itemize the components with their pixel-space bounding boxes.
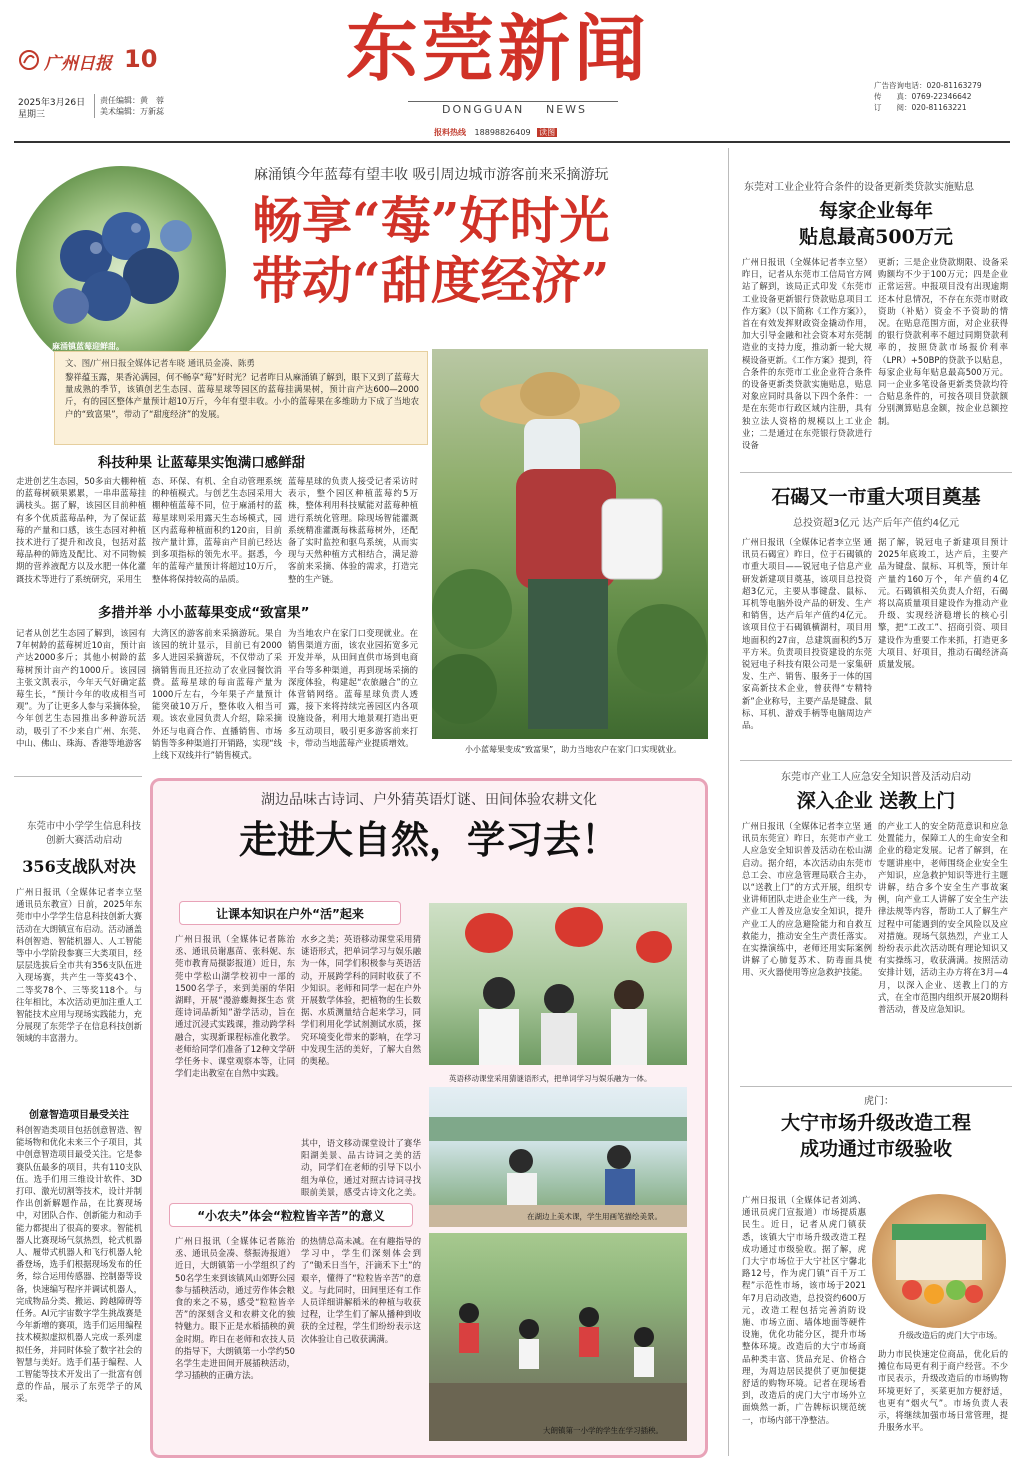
paper-logo-icon xyxy=(18,49,40,71)
rs1-body-b: 更新；三是企业贷款期限、设备采购额均不少于100万元；四是企业正常运营。申报项目没有出现逾期还本付息情况，不存在东莞市财政资助（补贴）资金不予资助的情况。在贴息范围方面，对企业获得的银行贷款利率不超过同期贷款利率的，按照贷款市场报价利率（LPR）+50BP的贷款予以贴息，每家企业每年贴息最高500万元。同一企业多笔设备更新类贷款均符合贴息条件的，可按各项目贷款额分别测算贴息金额，按企业总额控制。 xyxy=(878,257,1008,426)
picker-photo xyxy=(432,349,708,739)
market-photo xyxy=(872,1194,1006,1328)
rs4-body: 广州日报讯（全媒体记者刘鸿、通讯员虎门宣报道）市场提质惠民生。近日，记者从虎门镇获悉，该镇大宁市场升级改造工程成功通过市级验收。据了解，虎门大宁市场位于大宁社区宁馨北路12号，作为虎门镇“百千万工程”示范性市场，该市场于2021年7月启动改造，总投资约600万元，改造工程包括完善消防设施、市场立面、墙体地面等硬件设施，优化功能分区，提升市场整体环境。改造后的大宁市场商品种类丰富、货品充足、价格合理，为周边居民提供了更加便捷舒适的购物环境。记者在现场看到，改造后的虎门大宁市场外立面焕然一新，广告牌标识规范统一，市场内部干净整洁。 xyxy=(742,1195,866,1425)
rice-planting-photo xyxy=(429,1233,687,1441)
masthead-divider xyxy=(94,94,95,118)
lead-body-1c: 蓝莓星球的负责人接受记者采访时表示，整个园区种植蓝莓约5万株，整体利用科技赋能对蓝莓种植进行系统化管理。除现场智能灌溉系统精准灌溉每株蓝莓树外，还配备了实时监控和驱鸟系统，从而实现与天然种植方式相结合，满足游客前来采摘、体验的需求，打造完整的生产链。 xyxy=(288,476,418,584)
lake-art-photo xyxy=(429,1087,687,1227)
right-story-4 xyxy=(738,1090,1014,1458)
rs3-kicker: 东莞市产业工人应急安全知识普及活动启动 xyxy=(781,772,971,783)
hotline-label: 报料热线 xyxy=(434,128,466,137)
lead-intro: 黎祥蕴玉露，果香沁满园，何不畅享“莓”好时光？记者昨日从麻涌镇了解到，眼下又到了蓝莓大量成熟的季节，该镇创艺生态园、蓝莓星球等园区的蓝莓挂满果树，预计亩产达600—2000斤，有的园区整体产量预计超10万斤，今年有望丰收。小小的蓝莓果在多维助力下成了当地农户的“致富果”，带动了“甜度经济”的发展。 xyxy=(65,372,419,419)
rice-planting-icon xyxy=(429,1233,687,1441)
left-story xyxy=(14,784,144,1454)
rs1-body-a: 广州日报讯（全媒体记者李立坚）昨日，记者从东莞市工信局官方网站了解到，该局正式印发《东莞市工业设备更新银行贷款贴息项目工作方案》（以下简称《工作方案》），首在有效发挥财政资金撬动作用，加大引导金融和社会资本对东莞制造业的支持力度，推动新一轮大规模设备更新。《工作方案》提到，符合条件的东莞市工业企业符合条件的设备更新类贷款实施贴息，贴息对象应同时具备以下四个条件：一是在东莞市行政区域内注册，具有独立法人资格的规模以上工业企业；二是通过在东莞银行贷款进行设备 xyxy=(742,257,872,451)
edu-body-2b: 的热情总高未减。在有趣指导的学习中，学生们深刻体会到了“锄禾日当午，汗滴禾下土”的艰辛，懂得了“粒粒皆辛苦”的意义。与此同时，田间里还有工作人员详细讲解稻米的种植与收获过程，让学生们了解从播种到收获的全过程，学生们纷纷表示这次体验让自己收获满满。 xyxy=(301,1236,421,1344)
ls-kicker: 东莞市中小学学生信息科技创新大赛活动启动 xyxy=(26,821,141,846)
rs3-body-b: 的产业工人的安全防范意识和应急处置能力，保障工人的生命安全和企业的稳定发展。记者了解到，在专题讲座中，老师围绕企业安全生产知识，应急救护知识等进行主题讲解，结合多个安全生产事故案例，向产业工人讲解了安全生产法律法规等内容，帮助工人了解生产过程中可能遇到的安全风险以及应对措施。现场气氛热烈，产业工人纷纷表示此次活动既有理论知识又有实操练习，收获满满。按照活动安排计划，活动主办方将在3月—4月，以深入企业、送教上门的方式，在全市范围内组织开展20期科普活动，普及应急知识。 xyxy=(878,821,1008,1015)
rs4-headline-1: 大宁市场升级改造工程 xyxy=(780,1112,971,1134)
hotline-number: 18898826409 xyxy=(474,128,531,137)
right-divider-1 xyxy=(740,472,1012,473)
edu-subhead-1: 让课本知识在户外“活”起来 xyxy=(179,901,401,925)
lead-subhead-2: 多措并举 小小蓝莓果变成“致富果” xyxy=(98,605,310,621)
rs1-headline-1: 每家企业每年 xyxy=(818,200,933,222)
right-story-3 xyxy=(738,766,1014,1082)
paper-name: 广州日报 xyxy=(44,54,112,74)
subscribe: 订 阅：020-81163221 xyxy=(874,103,967,112)
edu-headline: 走进大自然，学习去！ xyxy=(238,817,619,862)
edu-body-1a: 广州日报讯（全媒体记者陈治丞、通讯员谢惠苗、张科妮、东莞市教育局摄影报道）近日，东莞中学松山湖学校初中一部的1500名学子，来到美丽的华阳湖畔，开展“漫游蝶舞探生态 赏莲诗词品新知”游学活动，旨在通过沉浸式实践课，推动跨学科融合，实现新课程标准化教学。老师给同学们准备了12种文学研学任务卡、课堂观察本等，让同学们走出教室在自然中实践。 xyxy=(175,934,295,1079)
lead-headline-1: 畅享“莓”好时光 xyxy=(252,191,610,250)
lead-byline: 文、图/广州日报全媒体记者车晓 通讯员金凑、陈勇 xyxy=(65,358,255,368)
paper-logo xyxy=(18,42,158,76)
lake-art-caption: 在湖边上美术课，学生用画笔描绘美景。 xyxy=(527,1212,662,1221)
pinyin-right: NEWS xyxy=(546,103,588,116)
rs2-body-b: 据了解，锐冠电子新建项目预计2025年底竣工，达产后，主要产品为键盘、鼠标、耳机等，预计年产量约160万个，年产值约4亿元。石碣镇相关负责人介绍，石碣将以高质量项目建设作为推动产业升级、实现经济稳增长的核心引擎，把“工改工”、招商引资、项目建设作为重要工作来抓，打造更多大项目、好项目，推动石碣经济高质量发展。 xyxy=(878,537,1008,670)
right-story-1 xyxy=(738,178,1014,468)
right-story-2 xyxy=(738,480,1014,756)
rs2-subhead: 总投资超3亿元 达产后年产值约4亿元 xyxy=(793,518,959,529)
edu-kicker: 湖边品味古诗词、户外猜英语灯谜、田间体验农耕文化 xyxy=(261,792,597,808)
rs4-body-b: 助力市民快速定位商品，优化后的摊位布局更有利于商户经营。不少市民表示，升级改造后的市场购物环境更好了，买菜更加方便舒适，也更有“烟火气”。市场负责人表示，将继续加强市场日常管理，提升服务水平。 xyxy=(878,1349,1008,1433)
edu-body-2a: 广州日报讯（全媒体记者陈治丞、通讯员金凑、蔡振涛报道）近日，大朗镇第一小学组织了约50名学生来到该镇风山郊野公园参与插秧活动，通过劳作体会粮食的来之不易，感受“粒粒皆辛苦”的深刻含义和农耕文化的独特魅力。眼下正是水稻插秧的黄金时期。昨日在老师和农技人员的指导下，大朗镇第一小学约50名学生走进田间开展插秧活动，学习插秧的正确方法。 xyxy=(175,1236,295,1381)
rice-planting-caption: 大朗镇第一小学的学生在学习插秧。 xyxy=(543,1426,663,1435)
blueberry-photo-caption: 麻涌镇蓝莓迎鲜甜。 xyxy=(52,342,124,351)
ls-body-2: 科创智造类项目包括创意智造、智能场物和优化未来三个子项目，其中创意智造项目最受关注。它是参赛队伍最多的项目，共有110支队伍。选手们用三维设计软件、3D打印、激光切割等技术，设计并制作出创新解题作品，在比赛现场中，对团队合作、创新能力和动手能力都提出了很高的要求。智能机器人比赛现场气氛热烈，轮式机器人、履带式机器人和飞行机器人轮番登场，选手们根据现场发布的任务，综合运用传感器、控制器等设备，快速编写程序并调试机器人，完成物品分类、搬运、跨越障碍等任务。AI元宇宙数字学生挑战赛是今年新增的赛项，选手们运用编程技术模拟虚拟机器人完成一系列虚拟任务，并同时体验了数字社会的智慧与美好。选手们基于编程、人工智能等技术开发出了一批富有创意的作品，展示了东莞学子的风采。 xyxy=(16,1125,142,1404)
lead-body-1b: 态、环保、有机、全自动管理系统的种植模式。与创艺生态园采用大棚种植蓝莓不同，位于麻涌村的蓝莓星球则采用露天生态场模式，园区内蓝莓种植面积约120亩，目前按产量计算，蓝莓亩产目前已经达到多项指标的领先水平。据悉，今年的蓝莓产量预计将超过10万斤，整体将保持较高的品质。 xyxy=(152,476,282,584)
rs4-kicker: 虎门： xyxy=(864,1096,894,1107)
rs1-headline-2: 贴息最高500万元 xyxy=(799,226,953,248)
rs1-kicker: 东莞对工业企业符合条件的设备更新类贷款实施贴息 xyxy=(744,182,974,193)
english-class-photo xyxy=(429,903,687,1065)
art-editor: 美术编辑：万新蕊 xyxy=(100,107,164,116)
edu-body-1c: 其中，语文移动课堂设计了赛华阳湖美景、品古诗词之美的活动，同学们在老师的引导下以小组为单位，通过对照古诗词寻找眼前美景，感受古诗文化之美。 xyxy=(301,1138,421,1197)
page-number: 10 xyxy=(124,45,158,73)
education-box xyxy=(150,778,708,1458)
issue-date: 2025年3月26日 xyxy=(18,98,86,108)
market-stall-icon xyxy=(872,1194,1006,1328)
masthead-rule xyxy=(14,141,1010,143)
issue-weekday: 星期三 xyxy=(18,110,46,120)
lead-body-1a: 走进创艺生态园，50多亩大棚种植的蓝莓树硕果累累，一串串蓝莓挂满枝头。据了解，该园区目前种植有多个优质蓝莓品种，为了保证蓝莓的产量和口感，该生态园对种植技术进行了提升和改良，包括对蓝莓品种的筛选及配比、对不同物候期的营养液配方以及水肥一体化灌溉技术等进行了系统研究，采用生 xyxy=(16,476,146,584)
edu-body-1b: 水乡之美；英语移动课堂采用猜谜语形式，把单词学习与娱乐融为一体，同学们积极参与英语活动，开展跨学科的同时收获了不少知识。老师和同学一起在户外开展数学体验，把植物的生长数据、水质测量结合起来学习，同学们利用化学试剂测试水质，探究环境变化带来的影响，在学习中发现生活的美好，了解大自然的奥秘。 xyxy=(301,934,421,1067)
rs3-body-a: 广州日报讯（全媒体记者李立坚 通讯员东莞宣）昨日，东莞市产业工人应急安全知识普及活动在松山湖启动。据介绍，本次活动由东莞市总工会、市应急管理局联合主办，以“送教上门”的方式开展，组织专业讲师团队走进企业生产一线，为产业工人普及应急安全知识，提升产业工人的应急避险能力和自救互救能力，推动安全生产责任落实。在实操演练中，老师还用实际案例讲解了心肺复苏术、防毒面具使用、灭火器使用等应急救护技能。 xyxy=(742,821,872,978)
lead-body-2c: 为当地农户在家门口变现就业。在销售渠道方面，该农业园拓宽多元开发并举，从田间直供市场到电商平台等多种渠道，再到现场采摘的深度体验，构建起“农旅融合”的立体营销网络。蓝莓星球负责人透露，接下来将持续完善园区内各项设施设备，利用大地景观打造出更多互动项目，吸引更多游客前来打卡，带动当地蓝莓产业提质增效。 xyxy=(288,628,418,748)
right-divider-3 xyxy=(740,1086,1012,1087)
rs4-headline-2: 成功通过市级验收 xyxy=(799,1138,952,1160)
right-column-rule xyxy=(728,148,729,1456)
fax: 传 真：0769-22346642 xyxy=(874,92,972,101)
ls-headline: 356支战队对决 xyxy=(22,857,136,876)
english-class-caption: 英语移动课堂采用猜谜语形式，把单词学习与娱乐融为一体。 xyxy=(449,1074,652,1083)
section-title: 东莞新闻 xyxy=(346,6,651,91)
lanterns-students-icon xyxy=(429,903,687,1065)
ls-body-1: 广州日报讯（全媒体记者李立坚 通讯员东教宣）日前，2025年东莞市中小学学生信息科技创新大赛活动在大朗镇宣布启动。活动涵盖科创智造、智能机器人、人工智能等中小学阶段参赛三大类项目，经层层选拔后全市共有356支队伍进入现场赛，共产生一等奖43个、二等奖78个、三等奖118个。与往年相比，本次活动更加注重人工智能技术应用与现场实践能力，充分展现了东莞学子在信息科技创新领域的丰富潜力。 xyxy=(16,887,142,1044)
rs3-headline: 深入企业 送教上门 xyxy=(796,790,956,812)
rs2-body-a: 广州日报讯（全媒体记者李立坚 通讯员石碣宣）昨日，位于石碣镇的市重大项目——锐冠电子信息产业研发新建项目奠基，该项目总投资超3亿元，主要从事键盘、鼠标、耳机等电脑外设产品的研发、生产和销售，达产后年产值约4亿元。该项目位于石碣镇横湖村，项目用地面积约27亩，总建筑面积约5万平方米。负责项目投资建设的东莞锐冠电子科技有限公司是一家集研发、生产、销售、服务于一体的国家高新技术企业，曾获得“专精特新”企业称号，主要产品是键盘、鼠标、耳机、游戏手柄等电脑周边产品。 xyxy=(742,537,872,731)
market-photo-caption: 升级改造后的虎门大宁市场。 xyxy=(898,1331,1002,1340)
lead-subhead-1: 科技种果 让蓝莓果实饱满口感鲜甜 xyxy=(98,455,306,471)
lead-body-2a: 记者从创艺生态园了解到，该园有7年树龄的蓝莓树近10亩，预计亩产达2000多斤；其他小树龄的蓝莓树预计亩产约1000斤。该园园主张文凯表示，今年天气好确定蓝莓生长，“预计今年的收成相当可观”。为了让更多人参与采摘体验，今年创艺生态园推出多种游玩活动，吸引了不少来自广州、东莞、中山、佛山、珠海、香港等地游客 xyxy=(16,628,146,748)
farmer-figure-icon xyxy=(432,349,708,739)
picker-photo-caption: 小小蓝莓果变成“致富果”，助力当地农户在家门口实现就业。 xyxy=(465,745,682,754)
ad-phone: 广告咨询电话：020-81163279 xyxy=(874,81,982,90)
ls-subhead: 创意智造项目最受关注 xyxy=(29,1110,129,1121)
rs2-headline: 石碣又一市重大项目奠基 xyxy=(771,486,981,508)
editor: 责任编辑：黄 蓉 xyxy=(100,96,164,105)
blueberry-photo xyxy=(16,166,226,376)
pinyin-bar xyxy=(408,95,618,121)
lead-headline-2: 带动“甜度经济” xyxy=(252,251,610,310)
lead-body-2b: 大湾区的游客前来采摘游玩。果自该园的统计显示，目前已有2000多人进园采摘游玩，不仅带动了采摘销售而且还拉动了农业园餐饮消费。蓝莓星球的每亩蓝莓产量为1000斤左右，今年果子产量预计能突破10万斤，整体收入相当可观。该农业园负责人介绍，除采摘外还与电商合作、直播销售、市场销售等多种渠道打开销路，实现“线上线下双线并行”销售模式。 xyxy=(152,628,282,761)
masthead xyxy=(0,0,1024,135)
left-column-top-rule xyxy=(14,776,142,777)
hotline-bar xyxy=(434,127,557,139)
lead-intro-box xyxy=(54,351,428,445)
students-lakeside-icon xyxy=(429,1087,687,1227)
right-divider-2 xyxy=(740,760,1012,761)
lead-kicker: 麻涌镇今年蓝莓有望丰收 吸引周边城市游客前来采摘游玩 xyxy=(254,167,609,183)
hotline-tag: 读图 xyxy=(539,128,556,137)
pinyin-left: DONGGUAN xyxy=(442,103,525,116)
edu-subhead-2: “小农夫”体会“粒粒皆辛苦”的意义 xyxy=(169,1203,413,1227)
